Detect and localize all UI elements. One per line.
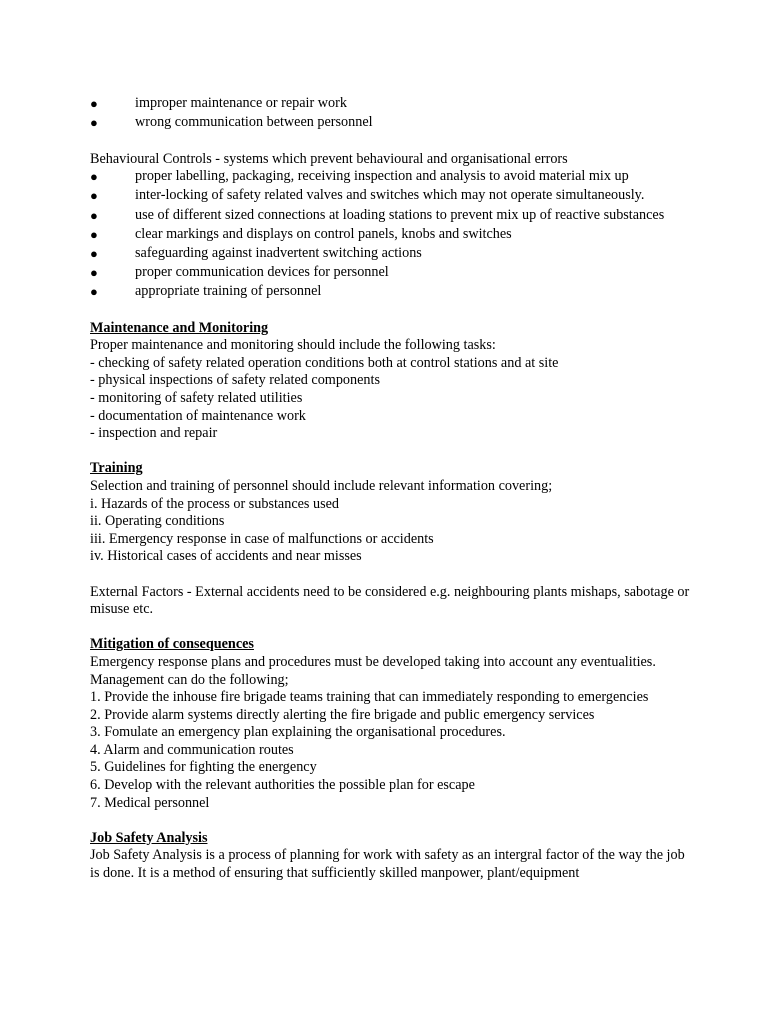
mitigation-line: 7. Medical personnel	[90, 794, 210, 811]
mitigation-line: 3. Fomulate an emergency plan explaining the organisational procedures.	[90, 724, 506, 741]
top-bullet-list	[90, 95, 690, 132]
section-heading-training: Training	[90, 460, 143, 477]
maintenance-line: Proper maintenance and monitoring should include the following tasks:	[90, 337, 496, 354]
mitigation-line: 4. Alarm and communication routes	[90, 741, 294, 758]
list-item: ● improper maintenance or repair work	[90, 95, 347, 111]
maintenance-line: - monitoring of safety related utilities	[90, 390, 303, 406]
list-item: ● proper labelling, packaging, receiving inspection and analysis to avoid material mix up	[90, 168, 629, 185]
list-item: ● wrong communication between personnel	[90, 114, 373, 131]
bullet-icon: ●	[90, 188, 98, 204]
list-item: ● clear markings and displays on control panels, knobs and switches	[90, 225, 512, 242]
maintenance-line: - inspection and repair	[90, 425, 218, 442]
training-line: Selection and training of personnel should include relevant information covering;	[90, 477, 553, 494]
list-item: ● safeguarding against inadvertent switching actions	[90, 244, 422, 261]
bullet-icon: ●	[90, 264, 98, 280]
section-heading-maintenance: Maintenance and Monitoring	[90, 319, 269, 336]
bullet-icon: ●	[90, 226, 98, 242]
training-line: iii. Emergency response in case of malfunctions or accidents	[90, 530, 434, 547]
external-factors-paragraph: External Factors - External accidents need to be considered e.g. neighbouring plants mishaps, sabotage or misuse etc.	[90, 583, 690, 618]
section-heading-mitigation: Mitigation of consequences	[90, 636, 254, 653]
job-safety-analysis-paragraph: Job Safety Analysis is a process of planning for work with safety as an intergral factor of the way the job is done. It is a method of ensuring that sufficiently skilled manpower, plant/equipment	[90, 847, 685, 882]
list-item: ● proper communication devices for personnel	[90, 263, 389, 280]
behavioural-bullet-list	[90, 168, 690, 300]
mitigation-line: 1. Provide the inhouse fire brigade teams training that can immediately responding to emergencies	[90, 689, 649, 706]
mitigation-line: 6. Develop with the relevant authorities the possible plan for escape	[90, 777, 475, 794]
list-item: ● use of different sized connections at loading stations to prevent mix up of reactive substances	[90, 206, 665, 223]
maintenance-line: - physical inspections of safety related components	[90, 372, 380, 389]
list-item: ● appropriate training of personnel	[90, 282, 322, 299]
mitigation-line: 2. Provide alarm systems directly alerting the fire brigade and public emergency services	[90, 706, 595, 723]
list-item: ● inter-locking of safety related valves and switches which may not operate simultaneously.	[90, 187, 645, 204]
section-heading-job-safety-analysis: Job Safety Analysis	[90, 829, 208, 846]
training-line: iv. Historical cases of accidents and near misses	[90, 548, 362, 565]
bullet-icon: ●	[90, 245, 98, 261]
training-line: i. Hazards of the process or substances used	[90, 495, 339, 512]
maintenance-line: - checking of safety related operation conditions both at control stations and at site	[90, 354, 559, 371]
document-page	[90, 95, 690, 883]
maintenance-line: - documentation of maintenance work	[90, 407, 306, 424]
bullet-icon: ●	[90, 207, 98, 223]
bullet-icon: ●	[90, 115, 98, 131]
bullet-icon: ●	[90, 169, 98, 185]
bullet-icon: ●	[90, 283, 98, 299]
mitigation-line: Emergency response plans and procedures must be developed taking into account any eventualities. Management can do the following;	[90, 653, 656, 688]
training-line: ii. Operating conditions	[90, 513, 225, 530]
bullet-icon: ●	[90, 96, 98, 111]
mitigation-line: 5. Guidelines for fighting the energency	[90, 759, 317, 776]
behavioural-controls-intro: Behavioural Controls - systems which prevent behavioural and organisational errors	[90, 150, 568, 167]
